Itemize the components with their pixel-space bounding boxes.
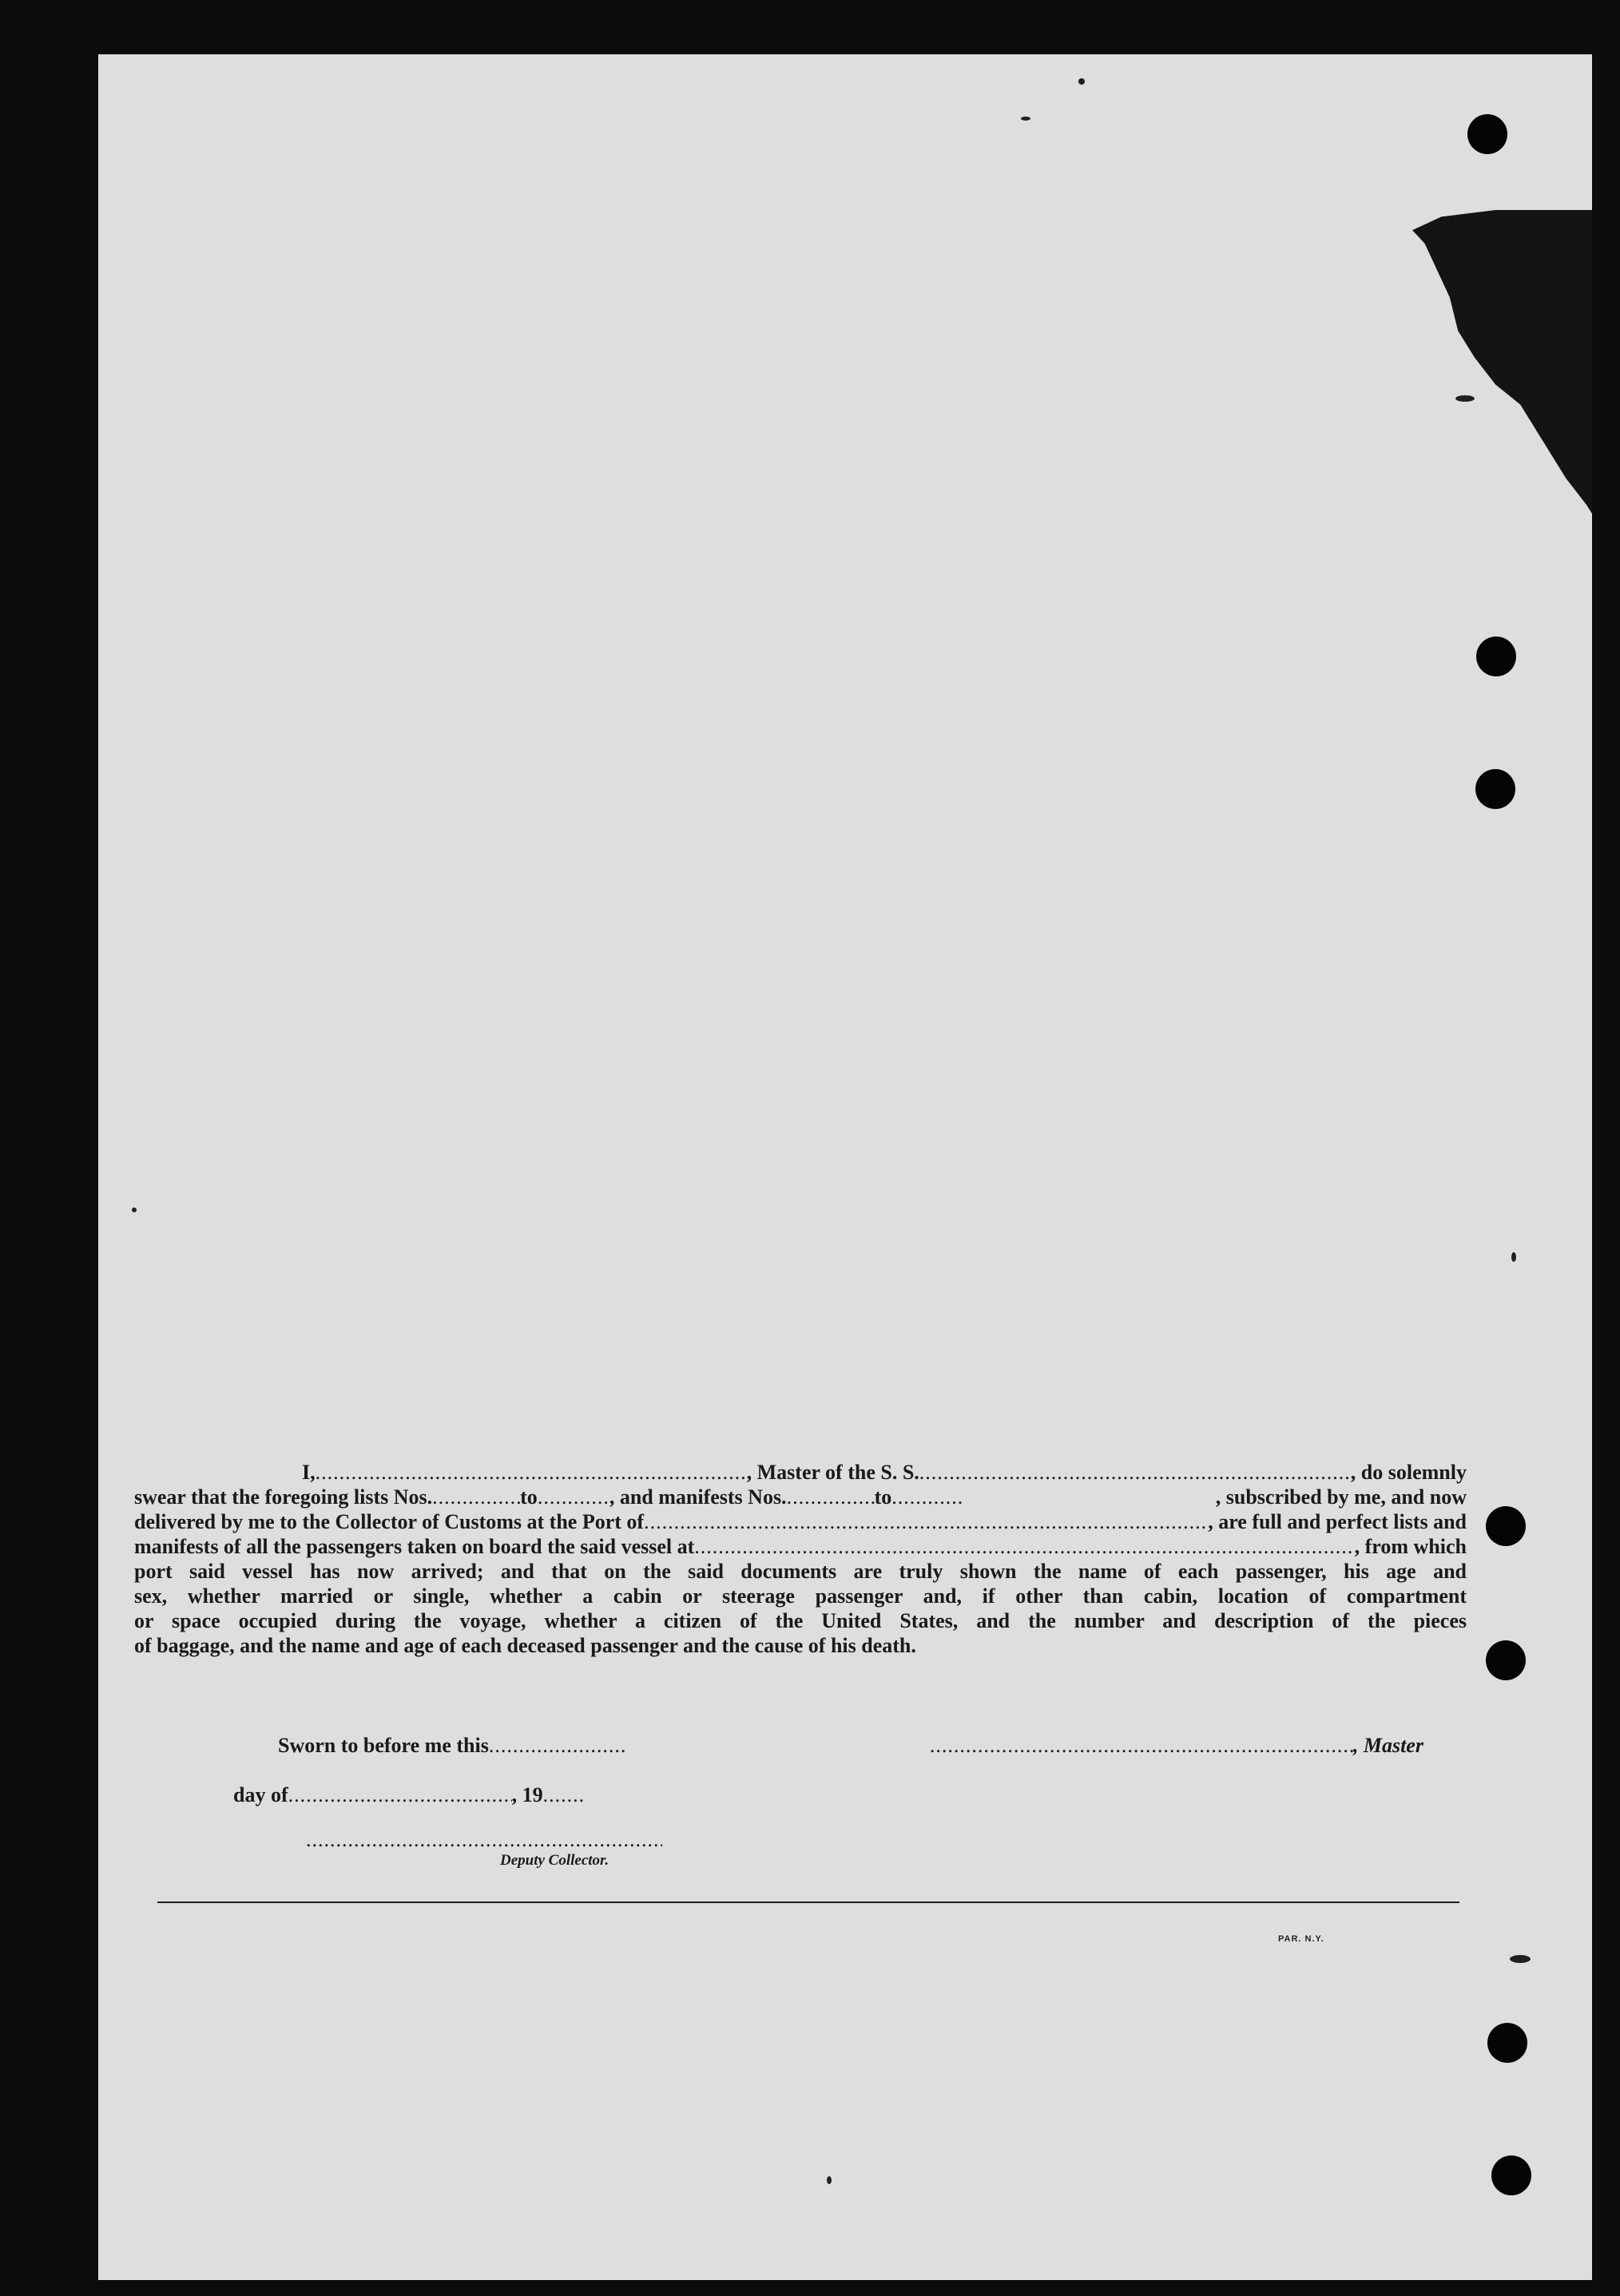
departure-port-blank <box>694 1534 1354 1559</box>
oath-manifests-of: manifests of all the passengers taken on board the said vessel at <box>134 1535 695 1558</box>
punch-hole <box>1487 2023 1527 2063</box>
sworn-label: Sworn to before me this <box>278 1734 489 1757</box>
month-blank <box>288 1782 512 1807</box>
oath-do-solemnly: , do solemnly <box>1350 1461 1467 1484</box>
oath-paragraph <box>134 1460 1467 1658</box>
speck <box>1455 395 1475 402</box>
deputy-label: Deputy Collector. <box>500 1852 609 1869</box>
year-prefix: , 19 <box>511 1783 543 1806</box>
lists-from-blank <box>432 1485 520 1509</box>
manifests-to-blank <box>891 1485 963 1509</box>
speck <box>1021 117 1030 121</box>
deputy-signature-line <box>134 1827 1467 1852</box>
oath-swear: swear that the foregoing lists Nos. <box>134 1485 433 1509</box>
day-of-label: day of <box>233 1783 288 1806</box>
speck <box>1510 1955 1531 1963</box>
lists-to-blank <box>538 1485 609 1509</box>
speck <box>827 2176 832 2184</box>
punch-hole <box>1486 1640 1526 1680</box>
punch-hole <box>1486 1506 1526 1546</box>
punch-hole <box>1491 2155 1531 2195</box>
oath-line-6: sex, whether married or single, whether a cabin or steerage passenger and, if other than cabin, location of compartment <box>134 1584 1467 1608</box>
oath-are-full: , are full and perfect lists and <box>1208 1510 1467 1533</box>
port-blank <box>644 1509 1208 1534</box>
footer-rule <box>157 1901 1459 1903</box>
oath-to-2: to <box>874 1485 892 1509</box>
deputy-signature-blank <box>306 1827 662 1852</box>
speck <box>1511 1252 1516 1262</box>
torn-corner <box>1412 210 1592 545</box>
paper-sheet <box>98 54 1592 2280</box>
oath-line-2 <box>134 1485 1467 1509</box>
oath-line-4 <box>134 1534 1467 1559</box>
oath-line-8: of baggage, and the name and age of each deceased passenger and the cause of his death. <box>134 1634 916 1657</box>
sworn-day-blank <box>489 1733 625 1758</box>
oath-delivered: delivered by me to the Collector of Customs at the Port of <box>134 1510 645 1533</box>
oath-from-which: , from which <box>1354 1535 1467 1558</box>
oath-line-1 <box>134 1460 1467 1485</box>
speck <box>132 1207 137 1212</box>
year-blank <box>543 1782 583 1807</box>
master-signature-blank <box>930 1733 1353 1758</box>
printer-mark: PAR. N.Y. <box>1278 1934 1324 1944</box>
oath-and-manifests: , and manifests Nos. <box>609 1485 787 1509</box>
punch-hole <box>1467 114 1507 154</box>
day-of-line <box>134 1782 1467 1807</box>
master-suffix: , Master <box>1352 1734 1423 1757</box>
vessel-name-blank <box>919 1460 1351 1485</box>
punch-hole <box>1475 769 1515 809</box>
oath-to-1: to <box>520 1485 538 1509</box>
oath-line-5: port said vessel has now arrived; and that on the said documents are truly shown the name of each passenger, his age and <box>134 1560 1467 1583</box>
oath-i: I, <box>302 1461 316 1484</box>
punch-hole <box>1476 636 1516 676</box>
speck <box>1078 78 1085 85</box>
oath-line-7: or space occupied during the voyage, whether a citizen of the United States, and the number and description of the pieces <box>134 1609 1467 1632</box>
oath-master-of: , Master of the S. S. <box>746 1461 919 1484</box>
oath-subscribed: , subscribed by me, and now <box>1215 1485 1467 1509</box>
attestation-block <box>134 1733 1467 1870</box>
sworn-line <box>134 1733 1467 1758</box>
manifests-from-blank <box>787 1485 875 1509</box>
oath-line-3 <box>134 1509 1467 1534</box>
master-name-blank <box>316 1460 747 1485</box>
